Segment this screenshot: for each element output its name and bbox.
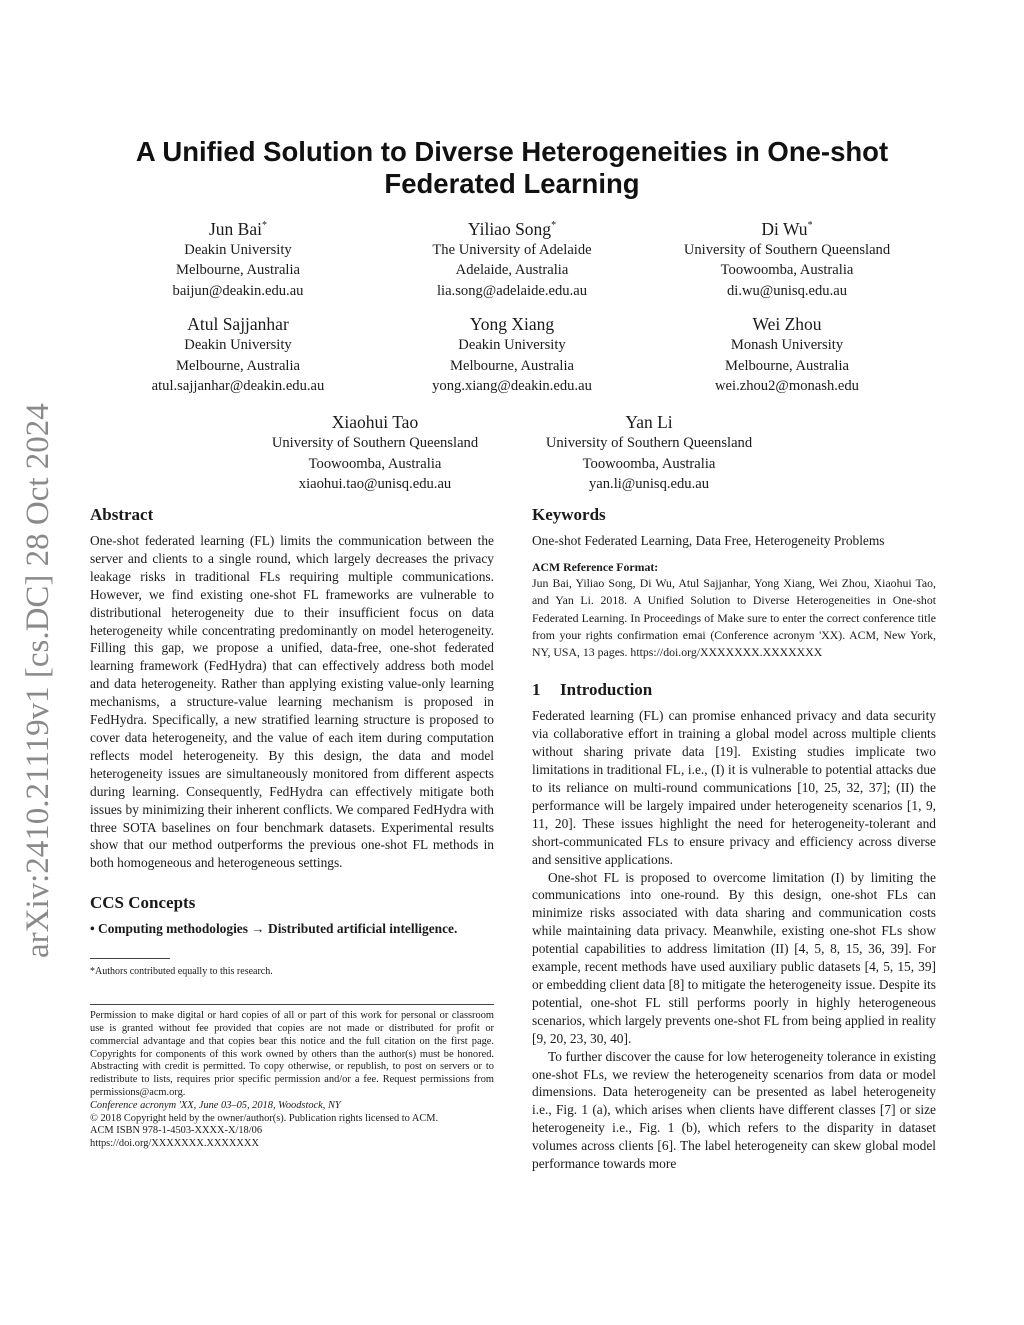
author-block (245, 411, 505, 495)
author-location: Melbourne, Australia (449, 357, 575, 374)
author-email: wei.zhou2@monash.edu (715, 378, 859, 394)
author-affiliation: University of Southern Queensland (545, 435, 753, 451)
author-name: Atul Sajjanhar (187, 314, 289, 334)
author-name: Yan Li (625, 412, 673, 432)
author-block (392, 215, 632, 301)
equal-contribution-mark: * (807, 220, 813, 231)
right-column (532, 504, 936, 1173)
author-location: Adelaide, Australia (455, 262, 569, 279)
author-location: Melbourne, Australia (724, 357, 850, 374)
intro-paragraph: Federated learning (FL) can promise enhanced privacy and data security via collaborative effort in training a global model across multiple clients without sharing private data [19]. Existing studies implicate two limitations in traditional FL, i.e., (I) it is vulnerable to potential attacks due to its reliance on multi-round communications [10, 25, 32, 37]; (II) the performance will be largely impaired under heterogeneity scenarios [1, 9, 11, 20]. These issues highlight the need for heterogeneity-tolerant and short-communicated FLs to ensure privacy and efficiency across diverse and sensitive applications. (532, 708, 936, 867)
acm-reference-text: Jun Bai, Yiliao Song, Di Wu, Atul Sajjanhar, Yong Xiang, Wei Zhou, Xiaohui Tao, and Yan Li. 2018. A Unified Solution to Diverse Heterogeneities in One-shot Federated Learning. In Proceedings of Make sure to enter the correct conference title from your rights confirmation emai (Conference acronym 'XX). ACM, New York, NY, USA, 13 pages. https://doi.org/XXXXXXX.XXXXXXX (532, 575, 936, 660)
intro-paragraph: To further discover the cause for low heterogeneity tolerance in existing one-shot FLs, we review the heterogeneity scenarios from data or model dimensions. Data heterogeneity can be presented as label heterogeneity i.e., Fig. 1 (a), which arises when clients have different classes [7] or size heterogeneity i.e., Fig. 1 (b), which refers to the disparity in dataset volumes across clients [6]. The label heterogeneity can skew global model performance towards more (532, 1048, 936, 1172)
author-email: di.wu@unisq.edu.au (726, 282, 848, 299)
doi-line: https://doi.org/XXXXXXX.XXXXXXX (90, 1138, 259, 1150)
author-block (519, 411, 779, 495)
author-block (657, 215, 917, 301)
arxiv-identifier: arXiv:2410.21119v1 [cs.DC] 28 Oct 2024 (20, 403, 56, 958)
author-email: xiaohui.tao@unisq.edu.au (298, 476, 452, 492)
author-block (118, 215, 358, 301)
abstract-heading: Abstract (90, 505, 154, 524)
paper-title: A Unified Solution to Diverse Heterogeneities in One-shot Federated Learning (135, 136, 889, 199)
author-name: Xiaohui Tao (331, 412, 419, 432)
author-block (392, 313, 632, 397)
author-email: yan.li@unisq.edu.au (588, 476, 710, 492)
ccs-concept: • Computing methodologies → Distributed artificial intelligence. (90, 921, 458, 937)
intro-paragraph: One-shot FL is proposed to overcome limitation (I) by limiting the communications into one-round. By this design, one-shot FLs can minimize risks associated with data sharing and communication costs while maintaining data privacy. Meanwhile, existing one-shot FLs show potential capabilities to address limitation (II) [4, 5, 8, 15, 36, 39]. For example, recent methods have used auxiliary public datasets [4, 5, 15, 39] or embedding client data [8] to mitigate the heterogeneity issue. Despite its potential, one-shot FL still performs poorly in highly heterogeneous scenarios, which largely prevents one-shot FL from being applied in reality [9, 20, 23, 30, 40]. (532, 869, 936, 1046)
author-email: atul.sajjanhar@deakin.edu.au (151, 378, 325, 394)
author-affiliation: University of Southern Queensland (271, 435, 479, 451)
author-location: Toowoomba, Australia (308, 455, 442, 472)
section-title: Introduction (560, 680, 653, 700)
author-name: Wei Zhou (752, 314, 822, 334)
author-location: Toowoomba, Australia (582, 455, 716, 472)
author-location: Melbourne, Australia (175, 262, 301, 279)
copyright-line: © 2018 Copyright held by the owner/author(s). Publication rights licensed to ACM. (90, 1112, 439, 1124)
author-location: Melbourne, Australia (175, 357, 301, 374)
author-affiliation: Deakin University (184, 337, 292, 353)
author-name: Di Wu (761, 218, 808, 239)
isbn-line: ACM ISBN 978-1-4503-XXXX-X/18/06 (90, 1125, 263, 1137)
author-affiliation: The University of Adelaide (432, 241, 592, 258)
author-location: Toowoomba, Australia (720, 262, 854, 279)
equal-contribution-mark: * (262, 220, 267, 231)
author-affiliation: Deakin University (184, 241, 292, 258)
equal-contribution-mark: * (551, 220, 557, 231)
author-block (118, 313, 358, 397)
author-affiliation: University of Southern Queensland (683, 241, 891, 258)
permission-rule (90, 1004, 494, 1005)
author-affiliation: Deakin University (458, 337, 566, 353)
author-email: yong.xiang@deakin.edu.au (432, 378, 592, 394)
abstract-text: One-shot federated learning (FL) limits the communication between the server and clients to a single round, which largely decreases the privacy leakage risks in traditional FLs requiring multiple communications. However, we find existing one-shot FL frameworks are vulnerable to distributional heterogeneity due to their insufficient focus on data heterogeneity while concentrating predominantly on model heterogeneity. Filling this gap, we propose a unified, data-free, one-shot federated learning framework (FedHydra) that can effectively address both model and data heterogeneity. Rather than applying existing value-only learning mechanisms, a structure-value learning mechanism is proposed in FedHydra. Specifically, a new stratified learning structure is proposed to cover data heterogeneity, and the value of each item during computation reflects model heterogeneity. By this design, the data and model heterogeneity issues are simultaneously monitored from different aspects during learning. Consequently, FedHydra can effectively mitigate both issues by minimizing their inherent conflicts. We compared FedHydra with three SOTA baselines on four benchmark datasets. Experimental results show that our method outperforms the previous one-shot FL methods in both homogeneous and heterogeneous settings. (90, 533, 494, 871)
introduction-heading (532, 679, 936, 701)
author-name: Jun Bai (209, 218, 262, 239)
section-number: 1 (532, 680, 541, 700)
author-affiliation: Monash University (730, 337, 844, 353)
author-name: Yiliao Song (467, 218, 552, 239)
author-block (657, 313, 917, 397)
keywords-text: One-shot Federated Learning, Data Free, Heterogeneity Problems (532, 533, 885, 548)
author-name: Yong Xiang (469, 314, 555, 334)
author-email: baijun@deakin.edu.au (172, 282, 304, 299)
ccs-heading: CCS Concepts (90, 893, 196, 913)
footnote-rule (90, 958, 170, 959)
author-email: lia.song@adelaide.edu.au (437, 282, 587, 299)
permission-notice: Permission to make digital or hard copies of all or part of this work for personal or classroom use is granted without fee provided that copies are not made or distributed for profit or commercial advantage and that copies bear this notice and the full citation on the first page. Copyrights for components of this work owned by others than the author(s) must be honored. Abstracting with credit is permitted. To copy otherwise, or republish, to post on servers or to redistribute to lists, requires prior specific permission and/or a fee. Request permissions from permissions@acm.org. (90, 1010, 494, 1098)
keywords-heading: Keywords (532, 505, 606, 524)
conference-line: Conference acronym 'XX, June 03–05, 2018, Woodstock, NY (90, 1099, 341, 1111)
acm-reference-heading: ACM Reference Format: (532, 559, 659, 574)
footnote: *Authors contributed equally to this research. (90, 966, 273, 978)
left-column (90, 504, 494, 1151)
